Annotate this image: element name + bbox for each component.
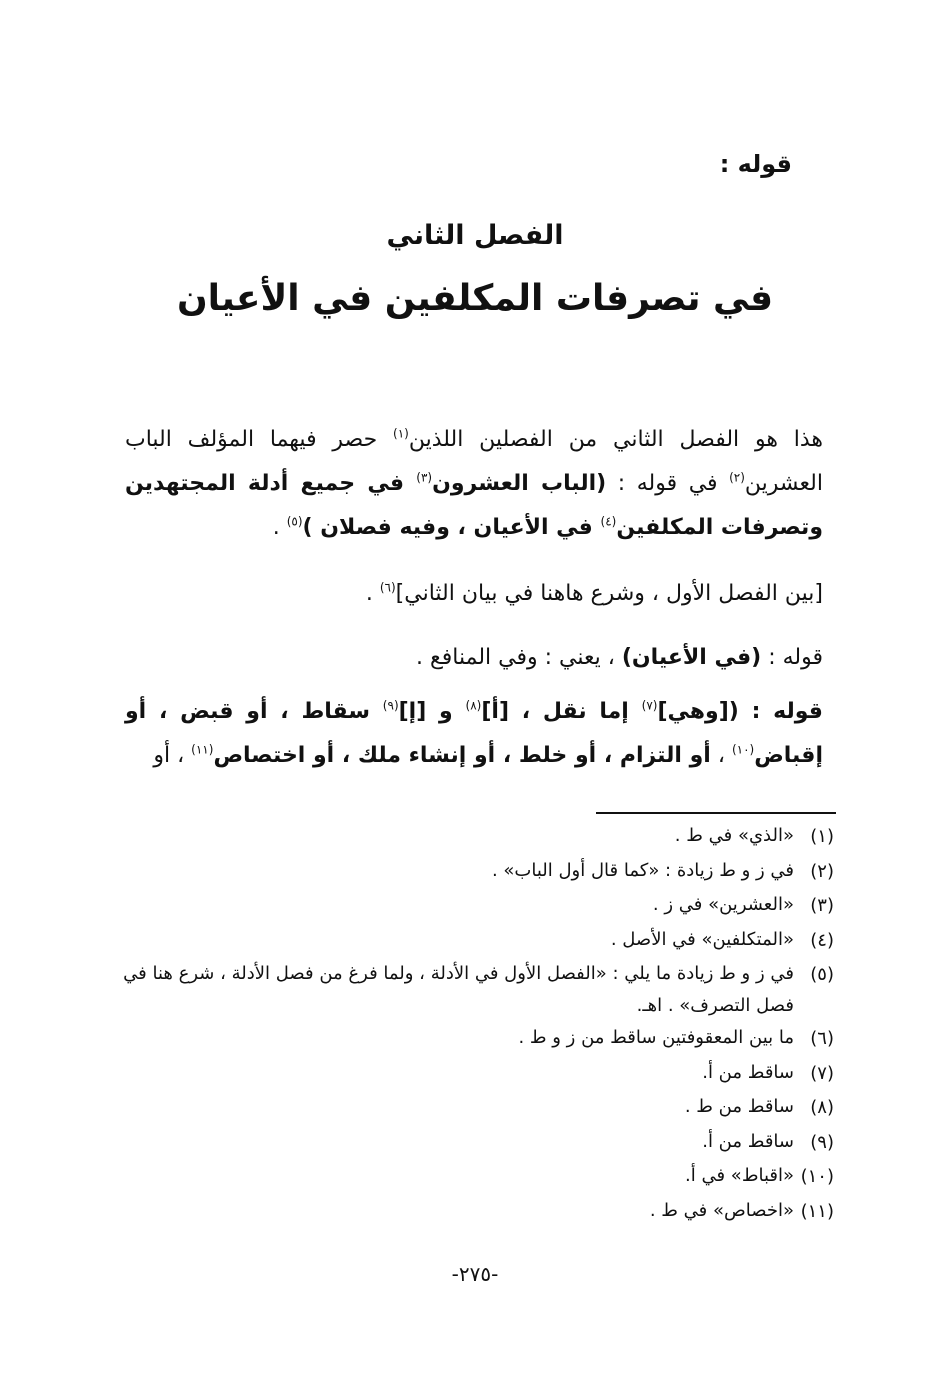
footnote-item: [120, 1022, 834, 1057]
footnote-ref: (٩): [382, 698, 399, 713]
footnote-ref: (٣): [416, 470, 433, 485]
footnote-text: ساقط من ط .: [684, 1096, 794, 1117]
footnote-item: [120, 820, 834, 855]
footnote-number: (١٠): [800, 1166, 834, 1187]
footnote-number: (١): [810, 826, 834, 847]
footnote-number: (٧): [810, 1062, 834, 1084]
paragraph-fil-ayan: [125, 636, 823, 680]
text-run: في قوله :: [606, 471, 730, 496]
footnote-number: (٢): [810, 860, 834, 882]
footnote-text: «الذي» في ط .: [674, 825, 794, 846]
text-run: ، يعني : وفي المنافع .: [416, 645, 622, 670]
footnote-text: ساقط من أ.: [702, 1061, 794, 1083]
text-run: .: [272, 515, 287, 540]
text-run: ، أو: [153, 743, 192, 768]
quoted-text: أو التزام ، أو خلط ، أو إنشاء ملك ، أو اختصاص: [213, 743, 711, 768]
footnote-item: [120, 855, 834, 890]
footnotes-list: [120, 820, 834, 1229]
text-run: ،: [710, 743, 732, 768]
text-run: .: [365, 581, 380, 606]
footnote-number: (١١): [800, 1200, 834, 1222]
quoted-text: سقاط ، أو قبض ، أو إقباض: [125, 699, 823, 768]
footnote-text: في ز و ط زيادة : «كما قال أول الباب» .: [491, 859, 794, 881]
footnote-item: [120, 1091, 834, 1126]
quoted-text: و [إ]: [398, 699, 466, 724]
footnote-item: [120, 1195, 834, 1230]
footnote-number: (٤): [810, 929, 834, 951]
footnote-text: «اقباط» في أ.: [685, 1165, 794, 1186]
chapter-title: الفصل الثاني: [386, 220, 564, 251]
footnote-ref: (١١): [191, 742, 214, 757]
quoted-text: في الأعيان ، وفيه فصلان ): [302, 515, 601, 540]
footnote-ref: (٨): [465, 698, 482, 713]
paragraph-bracketed: [125, 572, 823, 616]
footnote-ref: (٦): [379, 580, 396, 595]
chapter-subtitle: في تصرفات المكلفين في الأعيان: [176, 278, 774, 319]
footnote-number: (٨): [810, 1097, 834, 1118]
text-run: هذا هو الفصل الثاني من الفصلين اللذين: [408, 427, 823, 452]
text-run: [بين الفصل الأول ، وشرع هاهنا في بيان الثاني]: [395, 581, 823, 606]
footnote-item: [120, 889, 834, 924]
footnote-ref: (٧): [641, 698, 658, 713]
footnote-ref: (١): [393, 426, 409, 441]
footnote-item: [120, 1160, 834, 1195]
quoted-text: (في الأعيان): [621, 645, 762, 670]
footnote-number: (٩): [810, 1131, 834, 1153]
text-run: حصر فيهما المؤلف الباب العشرين: [125, 427, 823, 496]
footnote-text: ما بين المعقوفتين ساقط من ز و ط .: [518, 1027, 794, 1048]
footnote-text: في ز و ط زيادة ما يلي : «الفصل الأول في الأدلة ، ولما فرغ من فصل الأدلة ، شرع هنا في فصل التصرف» . اهـ.: [123, 963, 794, 1016]
footnote-ref: (١٠): [731, 742, 755, 757]
quoted-text: (الباب العشرون: [432, 471, 607, 496]
page-number: -٢٧٥-: [451, 1262, 499, 1286]
footnote-number: (٣): [810, 895, 834, 916]
footnote-number: (٦): [810, 1028, 834, 1049]
footnote-ref: (٤): [600, 514, 617, 529]
text-run: قوله :: [761, 645, 823, 670]
footnote-ref: (٥): [286, 514, 303, 529]
footnote-item: [120, 1057, 834, 1092]
footnote-text: «العشرين» في ز .: [652, 894, 794, 915]
quoted-text: إما نقل ، [أ]: [481, 699, 642, 724]
footnote-text: «اخصاص» في ط .: [649, 1199, 794, 1221]
footnote-item: [120, 924, 834, 959]
footnote-divider: [596, 812, 836, 814]
footnote-item: [120, 958, 834, 1022]
quoted-text: قوله : ([وهي]: [657, 699, 823, 724]
footnote-text: ساقط من أ.: [702, 1130, 794, 1152]
footnote-number: (٥): [810, 964, 834, 985]
footnote-ref: (٢): [729, 470, 745, 485]
footnote-text: «المتكلفين» في الأصل .: [610, 928, 794, 950]
paragraph-intro: [125, 418, 823, 550]
paragraph-tasarrufat: [125, 690, 823, 778]
section-header: قوله :: [719, 150, 792, 178]
quoted-text: في جميع أدلة المجتهدين وتصرفات المكلفين: [125, 471, 823, 540]
footnote-item: [120, 1126, 834, 1161]
